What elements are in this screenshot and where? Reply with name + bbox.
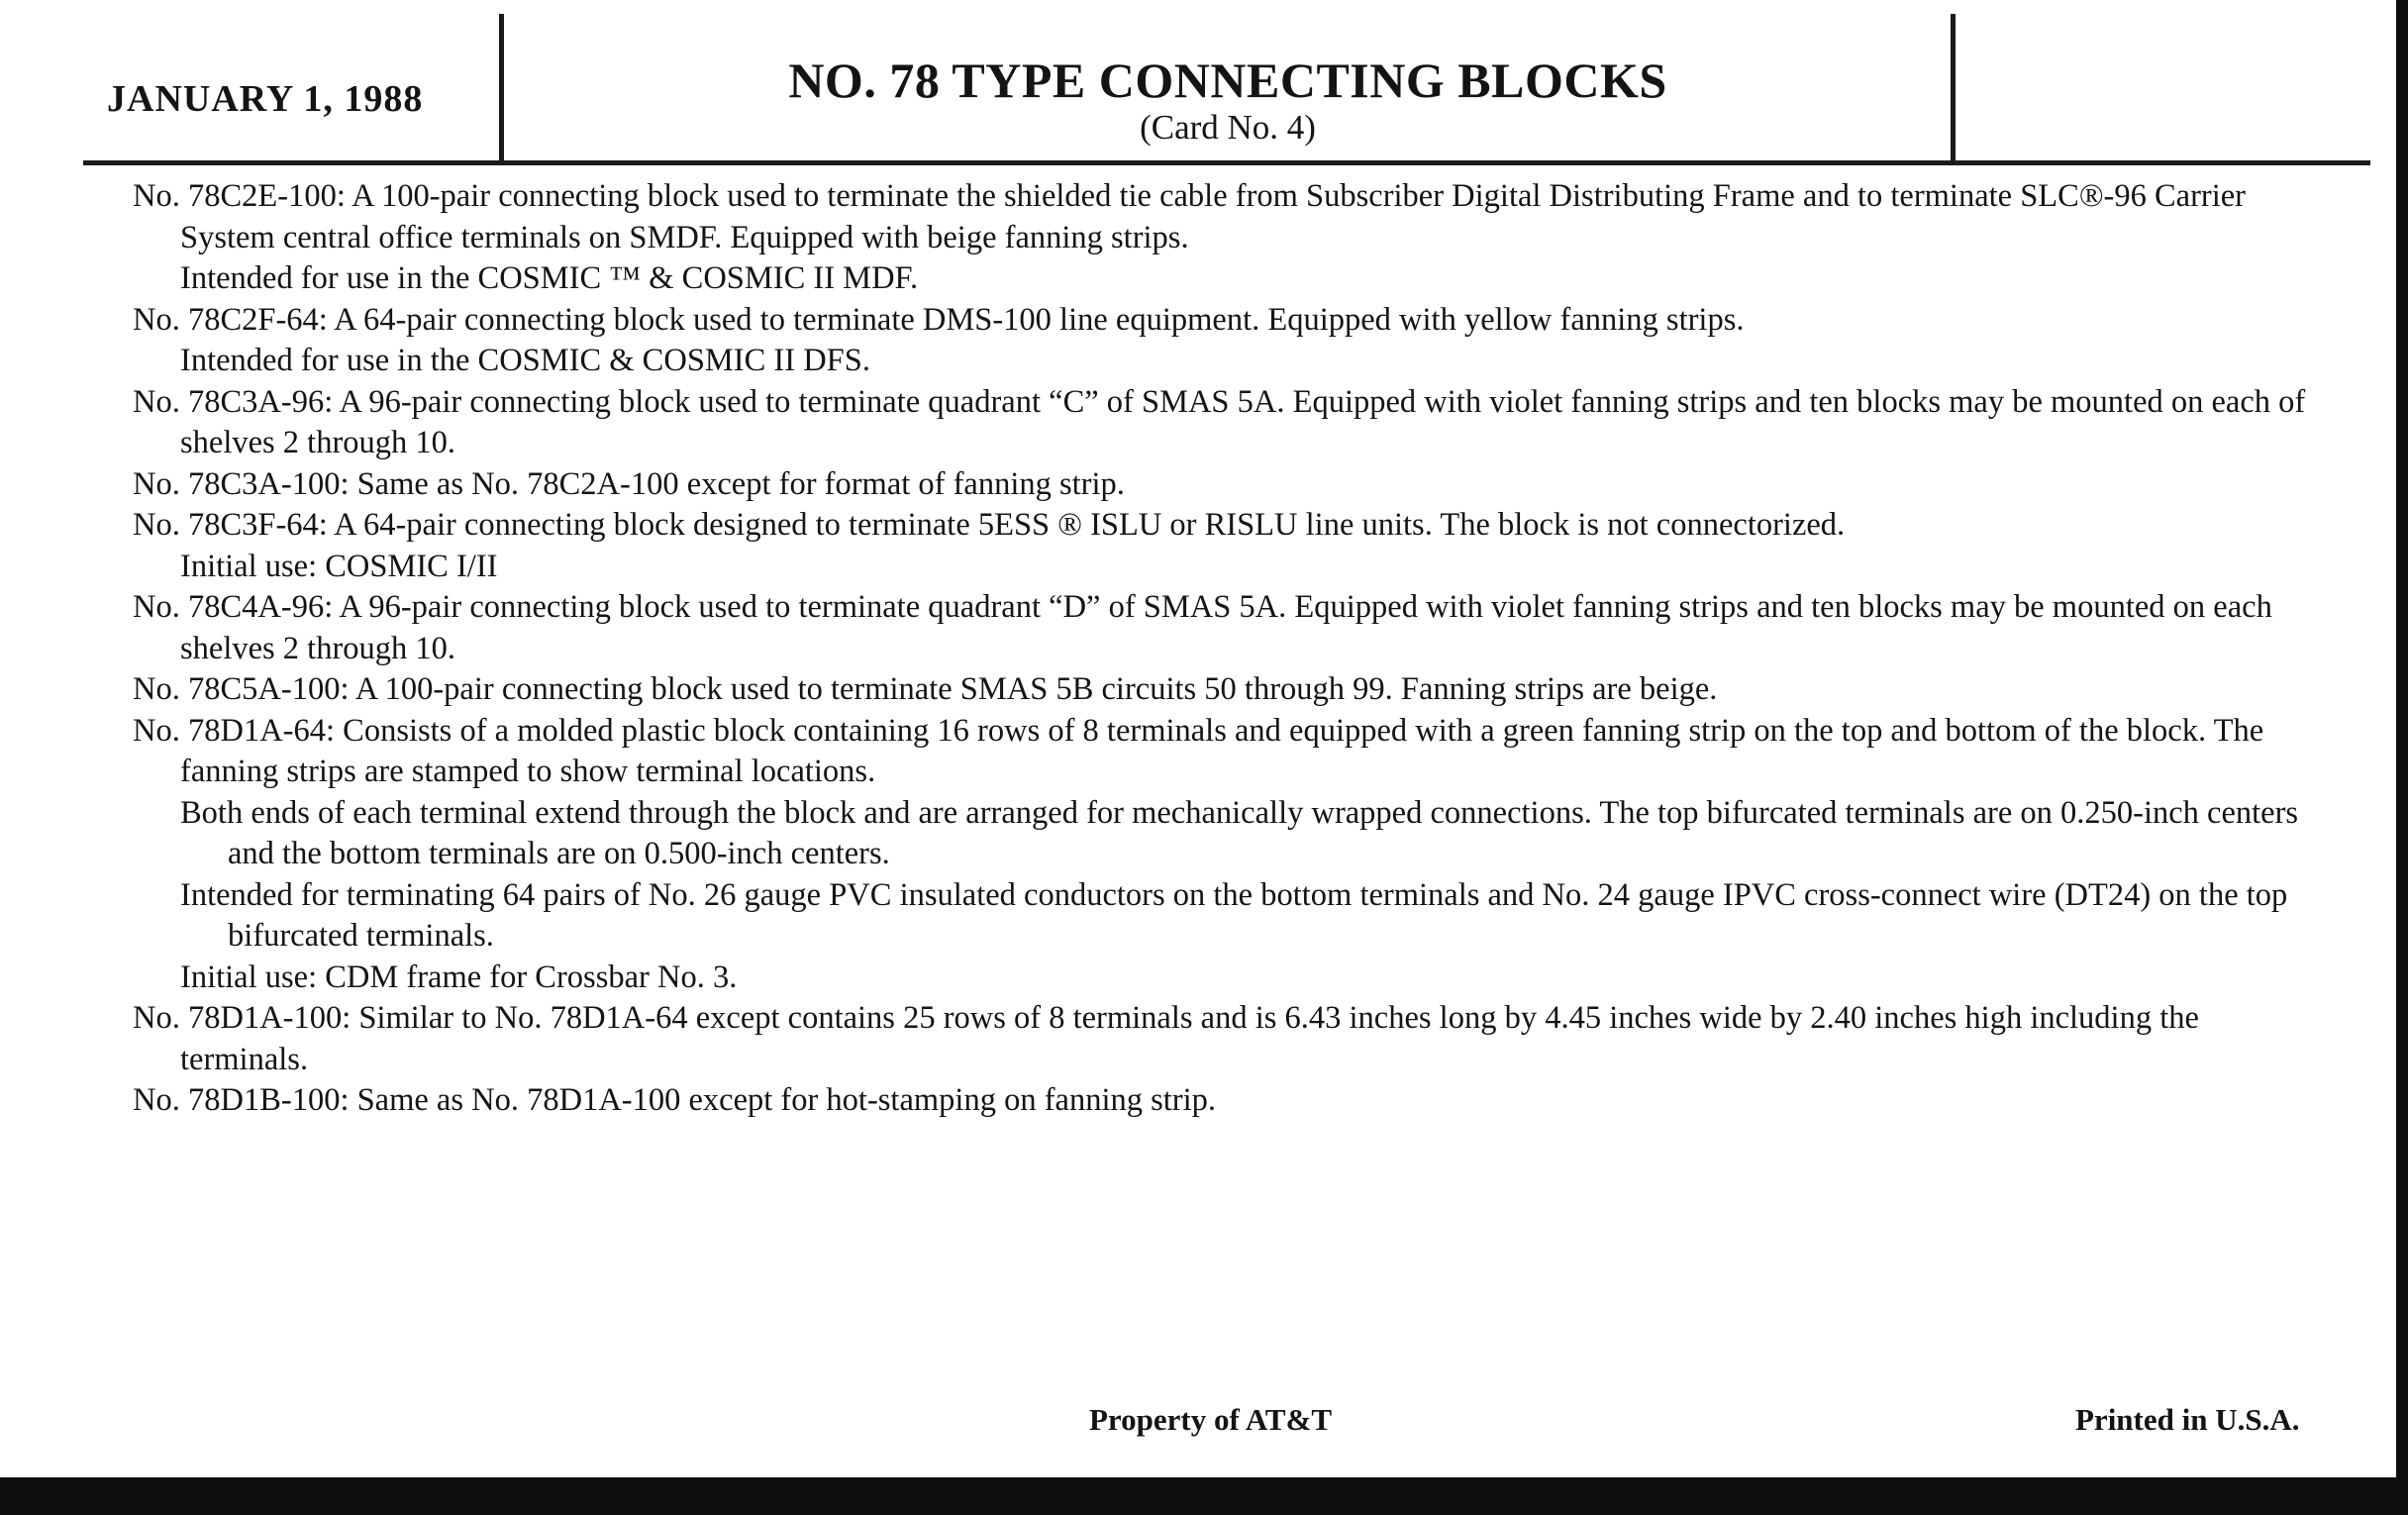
footer-property: Property of AT&T <box>1089 1402 1333 1437</box>
entry-78c2f-64: No. 78C2F-64: A 64-pair connecting block used to terminate DMS-100 line equipment. Equipped with yellow fanning strips. <box>133 301 1745 338</box>
entry-note: Intended for use in the COSMIC & COSMIC II DFS. <box>180 343 870 378</box>
entry-78c3f-64: No. 78C3F-64: A 64-pair connecting block designed to terminate 5ESS ® ISLU or RISLU line units. The block is not connectorized. <box>133 507 1846 543</box>
header-divider-right <box>1951 14 1956 164</box>
entry-78c2e-100: No. 78C2E-100: A 100-pair connecting block used to terminate the shielded tie cable from Subscriber Digital Distributing Frame and to terminate SLC®-96 Carrier System central office terminals on SMDF. Equipped with beige fanning strips. <box>133 178 2246 255</box>
footer-printed: Printed in U.S.A. <box>2075 1402 2300 1437</box>
entry-78c3a-96: No. 78C3A-96: A 96-pair connecting block used to terminate quadrant “C” of SMAS 5A. Equipped with violet fanning strips and ten blocks may be mounted on each of shelves 2 through 10. <box>133 383 2306 460</box>
entry-78d1b-100: No. 78D1B-100: Same as No. 78D1A-100 except for hot-stamping on fanning strip. <box>133 1082 1217 1118</box>
header-divider-left <box>499 14 504 164</box>
entry-78d1a-100: No. 78D1A-100: Similar to No. 78D1A-64 except contains 25 rows of 8 terminals and is 6.43 inches long by 4.45 inches wide by 2.40 inches high including the terminals. <box>133 1000 2199 1077</box>
card-number: (Card No. 4) <box>1140 108 1316 147</box>
entry-78c5a-100: No. 78C5A-100: A 100-pair connecting block used to terminate SMAS 5B circuits 50 through 99. Fanning strips are beige. <box>133 671 1718 707</box>
entry-note: Intended for use in the COSMIC ™ & COSMIC II MDF. <box>180 260 919 296</box>
header-rule <box>83 160 2370 165</box>
entry-note: Both ends of each terminal extend through the block and are arranged for mechanically wrapped connections. The top bifurcated terminals are on 0.250-inch centers and the bottom terminals are on 0.500-inch centers. <box>180 794 2299 871</box>
page-title: NO. 78 TYPE CONNECTING BLOCKS <box>788 52 1667 108</box>
entry-78c3a-100: No. 78C3A-100: Same as No. 78C2A-100 except for format of fanning strip. <box>133 465 1125 502</box>
entries-list <box>133 176 2323 1122</box>
entry-note: Initial use: CDM frame for Crossbar No. 3. <box>180 959 738 995</box>
entry-note: Initial use: COSMIC I/II <box>180 548 498 584</box>
entry-78c4a-96: No. 78C4A-96: A 96-pair connecting block used to terminate quadrant “D” of SMAS 5A. Equipped with violet fanning strips and ten blocks may be mounted on each shelves 2 through 10. <box>133 589 2272 666</box>
title-block <box>505 51 1951 147</box>
card-date: JANUARY 1, 1988 <box>107 78 424 120</box>
entry-note: Intended for terminating 64 pairs of No. 26 gauge PVC insulated conductors on the bottom terminals and No. 24 gauge IPVC cross-connect wire (DT24) on the top bifurcated terminals. <box>180 876 2288 954</box>
entry-78d1a-64: No. 78D1A-64: Consists of a molded plastic block containing 16 rows of 8 terminals and equipped with a green fanning strip on the top and bottom of the block. The fanning strips are stamped to show terminal locations. <box>133 712 2264 789</box>
